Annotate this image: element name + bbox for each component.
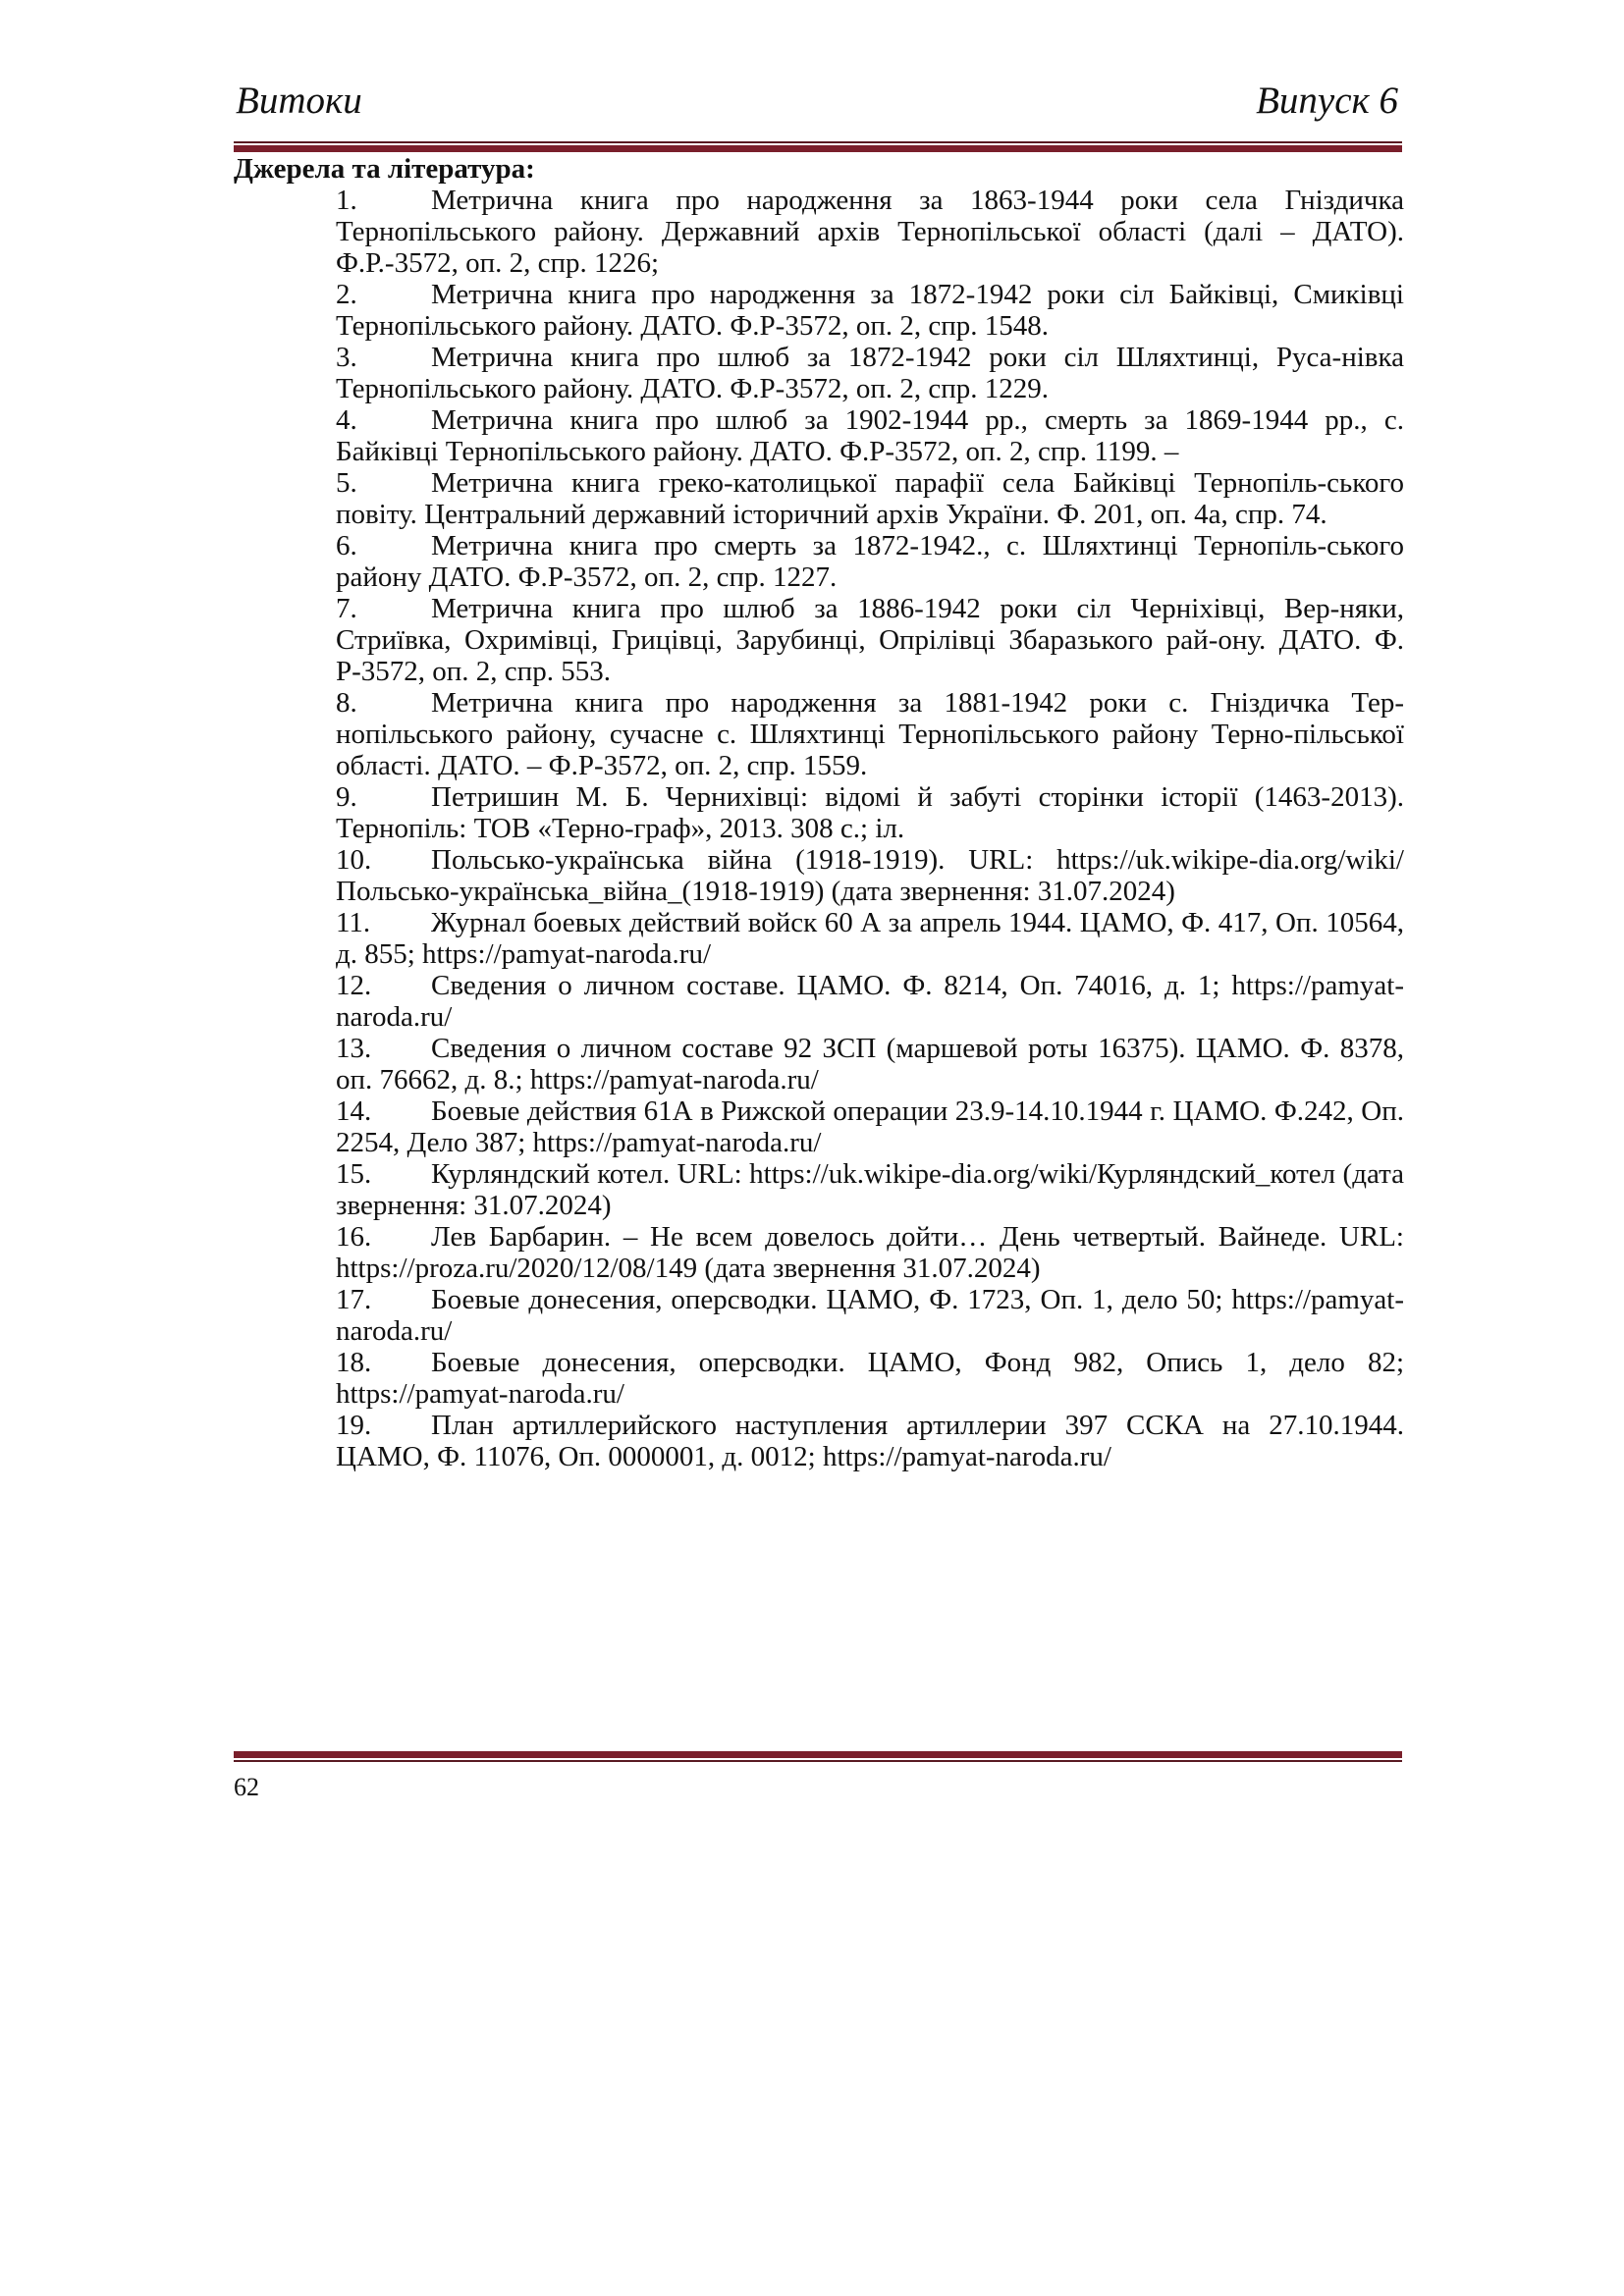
reference-number: 10. xyxy=(336,844,372,876)
reference-item xyxy=(336,185,1404,279)
reference-number: 2. xyxy=(336,279,357,310)
reference-list xyxy=(336,185,1404,1472)
reference-text: Метрична книга греко-католицької парафії села Байківці Тернопіль-ського повіту. Центральний державний історичний архів України. Ф. 201, оп. 4а, спр. 74. xyxy=(336,467,1404,530)
reference-item xyxy=(336,781,1404,844)
reference-text: Метрична книга про шлюб за 1872-1942 роки сіл Шляхтинці, Руса-нівка Тернопільського району. ДАТО. Ф.Р-3572, оп. 2, спр. 1229. xyxy=(336,342,1404,404)
reference-item xyxy=(336,1095,1404,1158)
reference-item xyxy=(336,530,1404,593)
reference-item xyxy=(336,467,1404,530)
reference-item xyxy=(336,687,1404,781)
reference-number: 15. xyxy=(336,1158,372,1190)
header-rule-thin xyxy=(234,141,1402,143)
footer-rule-thick xyxy=(234,1751,1402,1758)
reference-text: Петришин М. Б. Черниxівці: відомі й забуті сторінки історії (1463-2013). Тернопіль: ТОВ «Терно-граф», 2013. 308 с.; іл. xyxy=(336,781,1404,844)
reference-item xyxy=(336,1347,1404,1410)
reference-number: 1. xyxy=(336,185,357,216)
reference-item xyxy=(336,1158,1404,1221)
reference-text: Метрична книга про народження за 1881-1942 роки с. Гніздичка Тер-нопільського району, сучасне с. Шляхтинці Тернопільського району Терно-пільської області. ДАТО. – Ф.Р-3572, оп. 2, спр. 1559. xyxy=(336,687,1404,781)
reference-number: 17. xyxy=(336,1284,372,1315)
reference-text: Метрична книга про шлюб за 1886-1942 роки сіл Черніхівці, Вер-няки, Стриївка, Охримівці, Грицівці, Зарубинці, Опрілівці Збаразького рай-ону. ДАТО. Ф. Р-3572, оп. 2, спр. 553. xyxy=(336,593,1404,687)
reference-number: 18. xyxy=(336,1347,372,1378)
reference-item xyxy=(336,1033,1404,1095)
reference-item xyxy=(336,907,1404,970)
reference-item xyxy=(336,404,1404,467)
reference-text: Сведения о личном составе 92 ЗСП (маршевой роты 16375). ЦАМО. Ф. 8378, оп. 76662, д. 8.; https://pamyat-naroda.ru/ xyxy=(336,1033,1404,1095)
reference-number: 7. xyxy=(336,593,357,624)
reference-text: Метрична книга про народження за 1872-1942 роки сіл Байківці, Смиківці Тернопільського району. ДАТО. Ф.Р-3572, оп. 2, спр. 1548. xyxy=(336,279,1404,342)
header-rule xyxy=(234,141,1402,152)
reference-number: 9. xyxy=(336,781,357,813)
reference-item xyxy=(336,593,1404,687)
reference-number: 14. xyxy=(336,1095,372,1127)
page-number: 62 xyxy=(234,1773,259,1801)
section-title: Джерела та література: xyxy=(234,153,535,185)
reference-number: 4. xyxy=(336,404,357,436)
reference-item xyxy=(336,1284,1404,1347)
reference-number: 11. xyxy=(336,907,371,938)
header-rule-thick xyxy=(234,145,1402,152)
reference-number: 5. xyxy=(336,467,357,499)
reference-number: 3. xyxy=(336,342,357,373)
reference-text: Боевые действия 61А в Рижской операции 23.9-14.10.1944 г. ЦАМО. Ф.242, Оп. 2254, Дело 387; https://pamyat-naroda.ru/ xyxy=(336,1095,1404,1158)
reference-number: 12. xyxy=(336,970,372,1001)
reference-text: Боевые донесения, оперсводки. ЦАМО, Фонд 982, Опись 1, дело 82; https://pamyat-naroda.ru/ xyxy=(336,1347,1404,1410)
reference-text: Лев Барбарин. – Не всем довелось дойти… День четвертый. Вайнеде. URL: https://proza.ru/2020/12/08/149 (дата звернення 31.07.2024) xyxy=(336,1221,1404,1284)
reference-text: Метрична книга про шлюб за 1902-1944 рр., смерть за 1869-1944 рр., с. Байківці Тернопільського району. ДАТО. Ф.Р-3572, оп. 2, спр. 1199. – xyxy=(336,404,1404,467)
reference-item xyxy=(336,1221,1404,1284)
reference-number: 8. xyxy=(336,687,357,719)
reference-text: Боевые донесения, оперсводки. ЦАМО, Ф. 1723, Оп. 1, дело 50; https://pamyat-naroda.ru/ xyxy=(336,1284,1404,1347)
reference-number: 13. xyxy=(336,1033,372,1064)
reference-item xyxy=(336,844,1404,907)
reference-item xyxy=(336,970,1404,1033)
reference-number: 16. xyxy=(336,1221,372,1253)
reference-text: План артиллерийского наступления артиллерии 397 ССКА на 27.10.1944. ЦАМО, Ф. 11076, Оп. 0000001, д. 0012; https://pamyat-naroda.ru/ xyxy=(336,1410,1404,1472)
reference-text: Курляндский котел. URL: https://uk.wikipe-dia.org/wiki/Курляндский_котел (дата звернення: 31.07.2024) xyxy=(336,1158,1404,1221)
reference-text: Метрична книга про народження за 1863-1944 роки села Гніздичка Тернопільського району. Державний архів Тернопільської області (далі – ДАТО). Ф.Р.-3572, оп. 2, спр. 1226; xyxy=(336,185,1404,279)
footer-rule xyxy=(234,1751,1402,1762)
issue-label: Випуск 6 xyxy=(1256,80,1398,122)
journal-title: Витоки xyxy=(236,80,362,122)
reference-text: Польсько-українська війна (1918-1919). URL: https://uk.wikipe-dia.org/wiki/Польсько-українська_війна_(1918-1919) (дата звернення: 31.07.2024) xyxy=(336,844,1404,907)
references-section xyxy=(234,153,1404,1472)
reference-item xyxy=(336,342,1404,404)
reference-number: 6. xyxy=(336,530,357,561)
running-header xyxy=(234,77,1402,135)
reference-number: 19. xyxy=(336,1410,372,1441)
reference-text: Метрична книга про смерть за 1872-1942., с. Шляхтинці Тернопіль-ського району ДАТО. Ф.Р-3572, оп. 2, спр. 1227. xyxy=(336,530,1404,593)
reference-item xyxy=(336,1410,1404,1472)
reference-item xyxy=(336,279,1404,342)
reference-text: Журнал боевых действий войск 60 А за апрель 1944. ЦАМО, Ф. 417, Оп. 10564, д. 855; https://pamyat-naroda.ru/ xyxy=(336,907,1404,970)
footer-rule-thin xyxy=(234,1760,1402,1762)
reference-text: Сведения о личном составе. ЦАМО. Ф. 8214, Оп. 74016, д. 1; https://pamyat-naroda.ru/ xyxy=(336,970,1404,1033)
